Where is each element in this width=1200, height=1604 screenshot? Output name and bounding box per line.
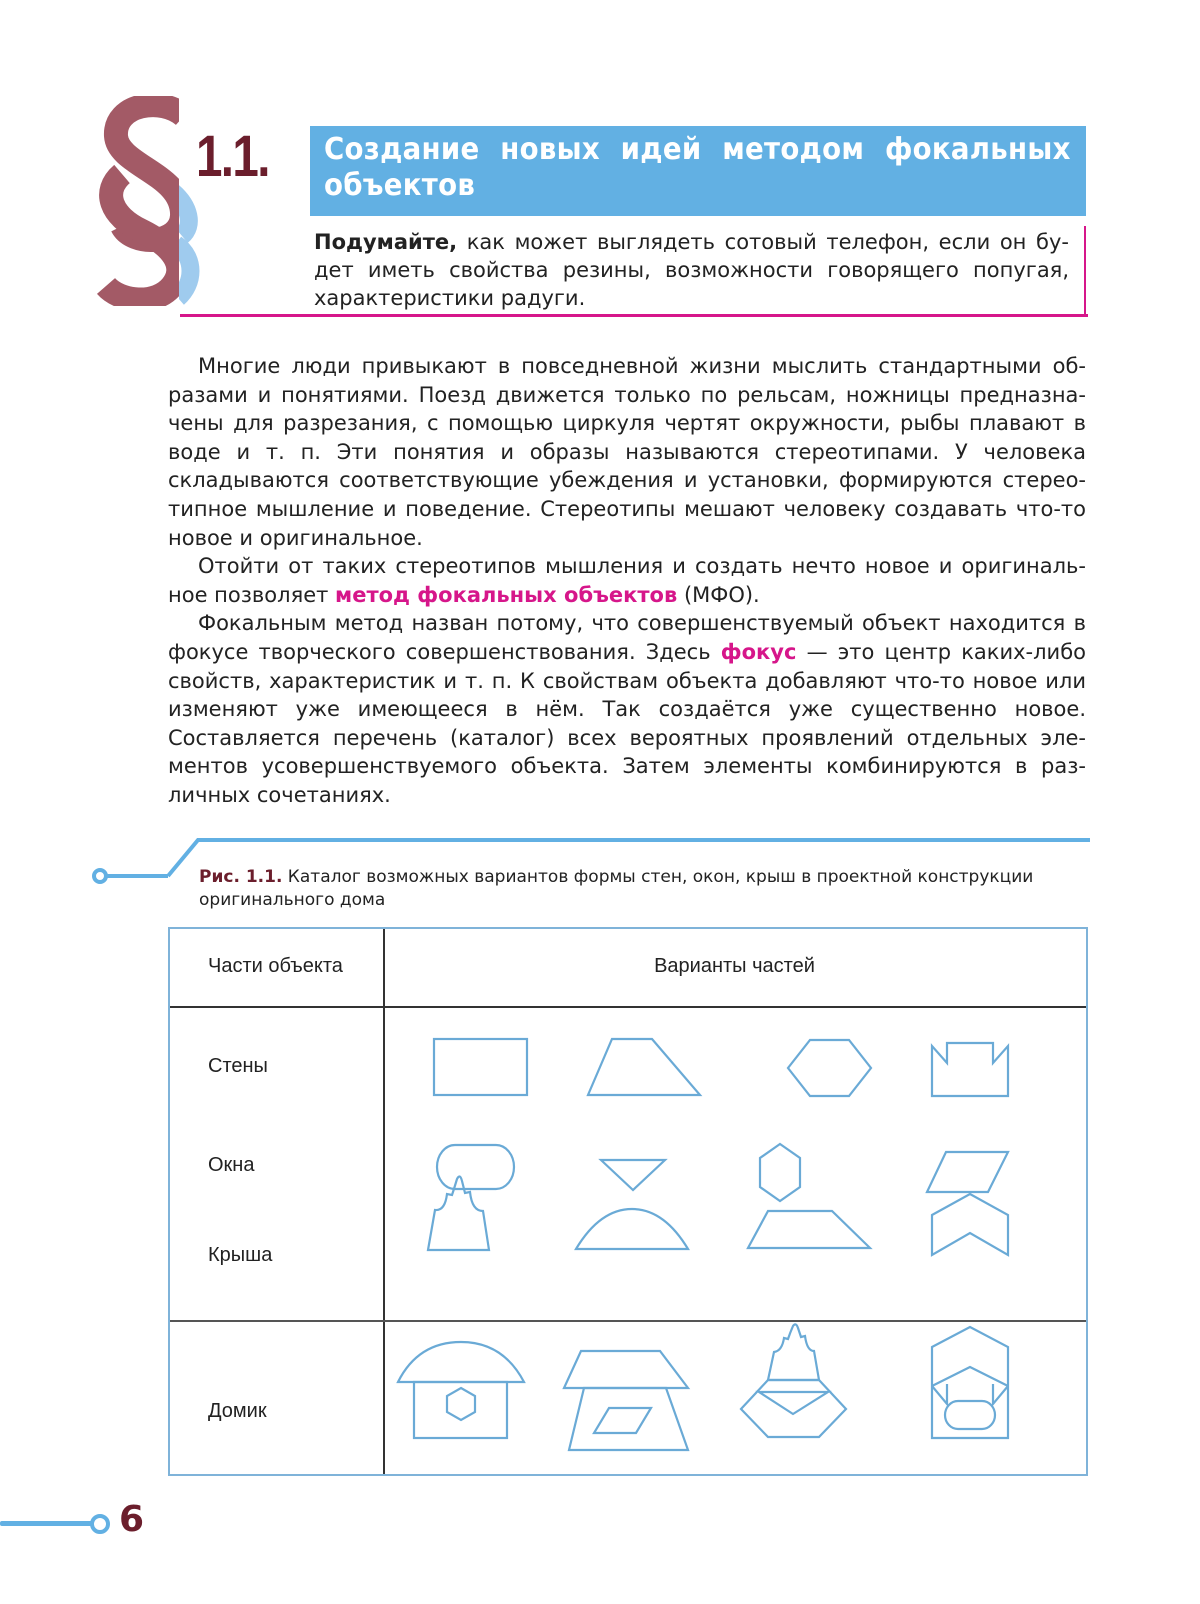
header-variants: Варианты частей (654, 955, 815, 977)
section-title-banner (310, 126, 1086, 216)
wall-notched-icon (932, 1043, 1008, 1096)
row-label-house: Домик (208, 1400, 267, 1422)
page-number-line (0, 1521, 94, 1526)
house-variant-1-icon (398, 1342, 524, 1438)
house-variant-2-icon (564, 1351, 688, 1450)
body-text (168, 352, 1086, 810)
paragraph-2: Отойти от таких стереотипов мышления и создать нечто новое и оригинальное позволяет метод фокальных объектов (МФО). (168, 554, 1086, 607)
term-focus: фокус (720, 639, 797, 664)
window-rounded-icon (437, 1145, 514, 1189)
window-parallelogram-icon (927, 1152, 1008, 1192)
row-label-roof: Крыша (208, 1244, 273, 1266)
house-variant-3-icon (741, 1324, 846, 1437)
wall-rectangle-icon (434, 1039, 527, 1095)
section-title: Создание новых идей методом фокальных объектов (324, 132, 1071, 203)
wall-trapezoid-icon (588, 1039, 700, 1095)
header-parts: Части объекта (208, 955, 343, 977)
wall-hexagon-icon (788, 1040, 871, 1096)
roof-chevron-icon (932, 1194, 1008, 1255)
intro-divider (180, 314, 1088, 317)
roof-semicircle-icon (576, 1209, 688, 1249)
page-number-dot-icon (90, 1514, 110, 1534)
window-triangle-icon (601, 1160, 665, 1190)
page-number: 6 (119, 1499, 145, 1540)
section-number: 1.1. (196, 124, 269, 189)
house-variant-4-icon (932, 1327, 1008, 1438)
term-focal-objects-method: метод фокальных объектов (335, 582, 678, 607)
roof-jagged-icon (428, 1176, 489, 1250)
intro-question (314, 228, 1069, 312)
figure-caption-text: Каталог возможных вариантов формы стен, окон, крыш в проектной конструкции оригинального дома (199, 867, 1034, 910)
catalog-table (168, 927, 1088, 1476)
window-hexagon-icon (760, 1144, 800, 1201)
section-mark-icon (92, 96, 202, 306)
intro-lead: Подумайте, (314, 230, 458, 254)
figure-label: Рис. 1.1. (199, 867, 283, 887)
roof-trapezoid-icon (748, 1211, 870, 1248)
row-label-windows: Окна (208, 1154, 255, 1176)
row-label-walls: Стены (208, 1055, 268, 1077)
paragraph-1: Многие люди привыкают в повседневной жизни мыслить стандартными образами и понятиями. Поезд движется только по рельсам, ножницы предназначены для разрезания, с помощью циркуля чертят окружности, рыбы плавают в воде и т. п. Эти понятия и образы называются стереотипами. У человека складываются соответствующие убеждения и установки, формируются стереотипное мышление и поведение. Стереотипы мешают человеку создавать что-то новое и оригинальное. (168, 354, 1086, 550)
figure-caption (199, 866, 1089, 912)
intro-text: как может выглядеть сотовый телефон, если он будет иметь свойства резины, возможности говорящего попугая, характеристики радуги. (314, 230, 1069, 310)
paragraph-3: Фокальным метод назван потому, что совершенствуемый объект находится в фокусе творческого совершенствования. Здесь фокус — это центр каких-либо свойств, характеристик и т. п. К свойствам объекта добавляют что-то новое или изменяют уже имеющееся в нём. Так создаётся уже существенно новое. Составляется перечень (каталог) всех вероятных проявлений отдельных элементов усовершенствуемого объекта. Затем элементы комбинируются в различных сочетаниях. (168, 611, 1086, 807)
